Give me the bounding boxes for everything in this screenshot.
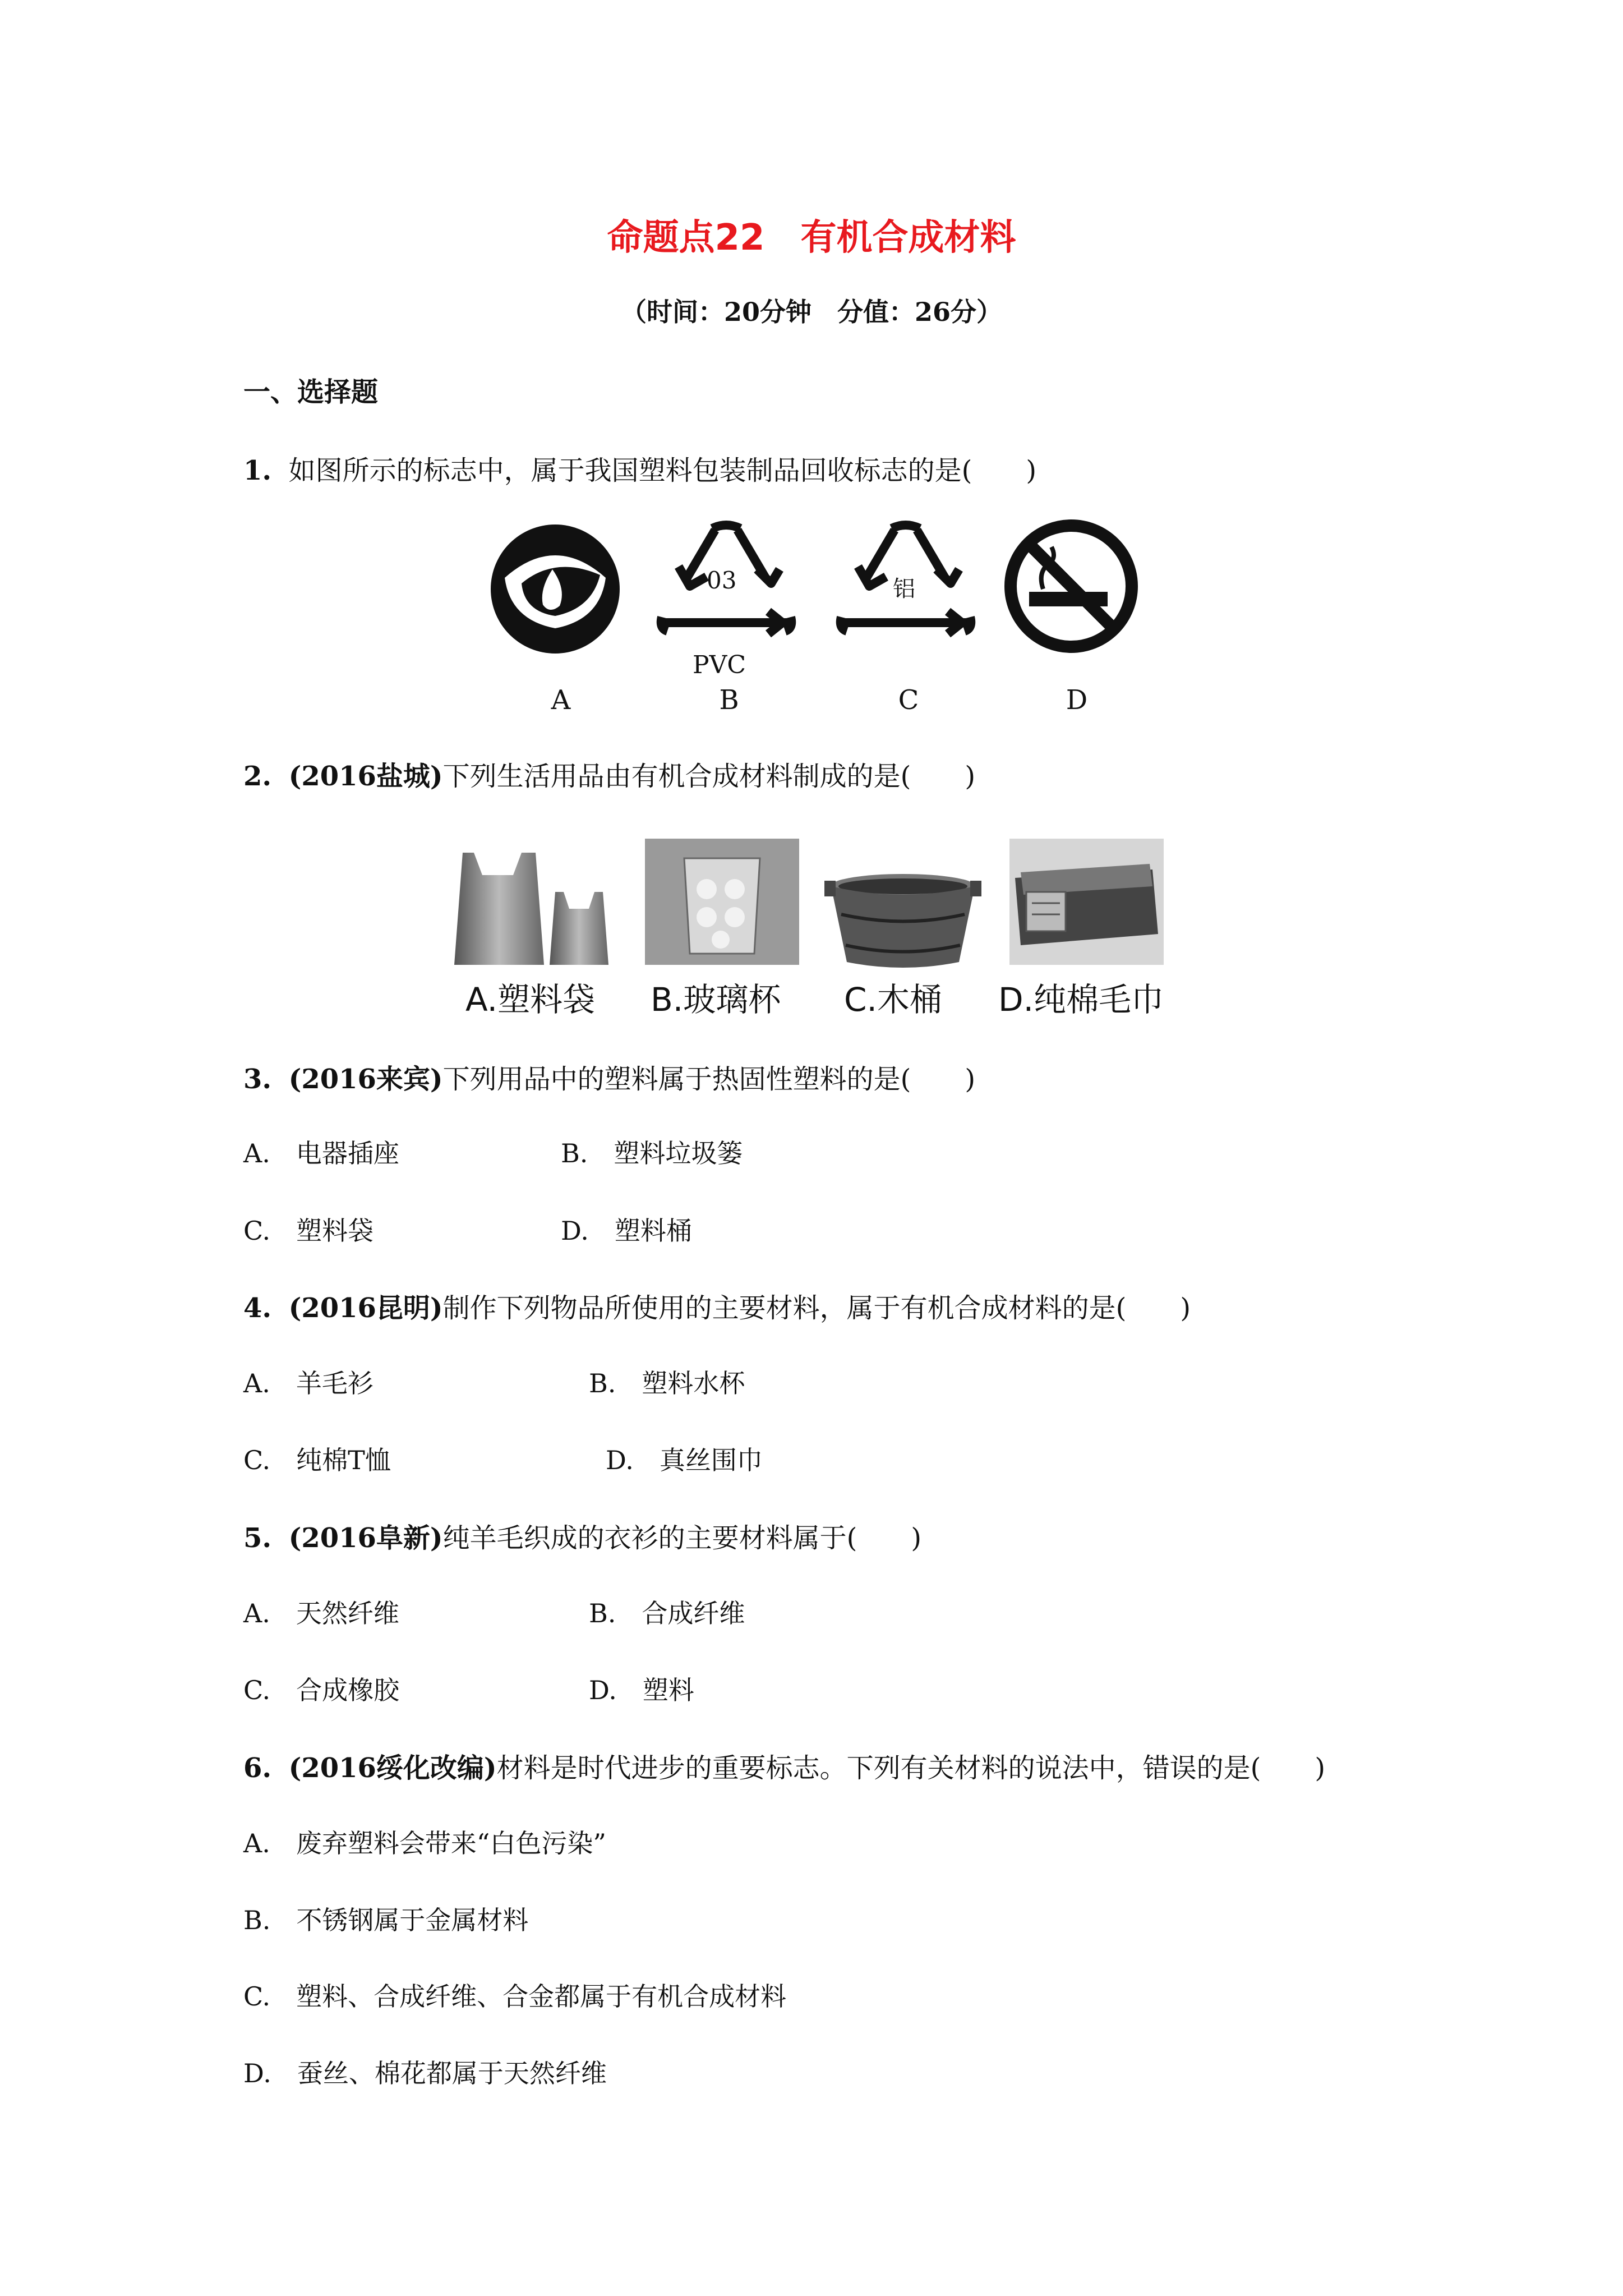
question-number: 4. [243, 1292, 272, 1324]
question-number: 3. [243, 1064, 272, 1095]
question-number: 6. [243, 1752, 272, 1784]
question-number: 5. [243, 1522, 272, 1554]
option-c: C. 塑料、合成纤维、合金都属于有机合成材料 [243, 1981, 787, 2012]
option-d: D. 真丝围巾 [606, 1445, 763, 1475]
section-heading: 一、选择题 [243, 376, 379, 408]
question-source: (2016来宾) [288, 1064, 443, 1095]
water-saving-logo [488, 522, 623, 659]
question-text: 制作下列物品所使用的主要材料，属于有机合成材料的是( ) [442, 1292, 1191, 1324]
logo-code: 铝 [893, 576, 915, 602]
question-source: (2016阜新) [288, 1522, 443, 1554]
image-caption-a: A.塑料袋 [465, 981, 596, 1019]
option-c: C. 纯棉T恤 [243, 1445, 391, 1475]
option-c: C. 塑料袋 [243, 1216, 374, 1246]
option-a: A. 天然纤维 [243, 1598, 399, 1628]
glass-cup-image [645, 839, 799, 965]
question-number: 1. [243, 455, 272, 486]
option-b: B. 合成纤维 [589, 1598, 745, 1628]
no-smoking-logo [1004, 519, 1138, 656]
aluminum-recycle-logo [824, 516, 987, 653]
image-caption-c: C.木桶 [844, 981, 942, 1019]
question-source: (2016绥化改编) [288, 1752, 497, 1784]
image-caption-b: B.玻璃杯 [651, 981, 781, 1019]
option-c: C. 合成橡胶 [243, 1675, 400, 1705]
option-d: D. 蚕丝、棉花都属于天然纤维 [243, 2058, 607, 2088]
question-text: 下列生活用品由有机合成材料制成的是( ) [442, 761, 976, 792]
option-label-a: A [551, 684, 571, 716]
option-b: B. 不锈钢属于金属材料 [243, 1905, 529, 1935]
option-label-d: D [1066, 684, 1088, 716]
option-d: D. 塑料桶 [561, 1216, 692, 1246]
logo-subtext: PVC [693, 651, 746, 679]
question-2 [243, 754, 975, 793]
question-6 [243, 1746, 1325, 1785]
question-number: 2. [243, 761, 272, 792]
question-text: 下列用品中的塑料属于热固性塑料的是( ) [442, 1064, 976, 1095]
question-text: 材料是时代进步的重要标志。下列有关材料的说法中，错误的是( ) [496, 1752, 1326, 1784]
question-1 [243, 449, 1036, 487]
question-text: 如图所示的标志中，属于我国塑料包装制品回收标志的是( ) [288, 455, 1037, 486]
question-5 [243, 1516, 921, 1555]
question-source: (2016昆明) [288, 1292, 443, 1324]
pvc-recycle-logo [645, 516, 808, 653]
question-3 [243, 1057, 975, 1096]
wooden-bucket-image [824, 869, 981, 973]
page-subtitle: （时间：20分钟 分值：26分） [620, 297, 1003, 327]
logo-code: 03 [707, 567, 737, 594]
option-a: A. 电器插座 [243, 1138, 399, 1168]
option-label-b: B [719, 684, 739, 716]
plastic-bag-image [451, 836, 614, 973]
option-a: A. 废弃塑料会带来“白色污染” [243, 1828, 606, 1858]
option-d: D. 塑料 [589, 1675, 694, 1705]
page-title: 命题点22 有机合成材料 [607, 217, 1016, 259]
image-caption-d: D.纯棉毛巾 [998, 981, 1164, 1019]
cotton-towel-image [1009, 839, 1164, 967]
option-label-c: C [898, 684, 919, 716]
option-b: B. 塑料垃圾篓 [561, 1138, 743, 1168]
option-b: B. 塑料水杯 [589, 1368, 745, 1398]
question-text: 纯羊毛织成的衣衫的主要材料属于( ) [442, 1522, 922, 1554]
question-4 [243, 1286, 1191, 1325]
option-a: A. 羊毛衫 [243, 1368, 374, 1398]
question-source: (2016盐城) [288, 761, 443, 792]
